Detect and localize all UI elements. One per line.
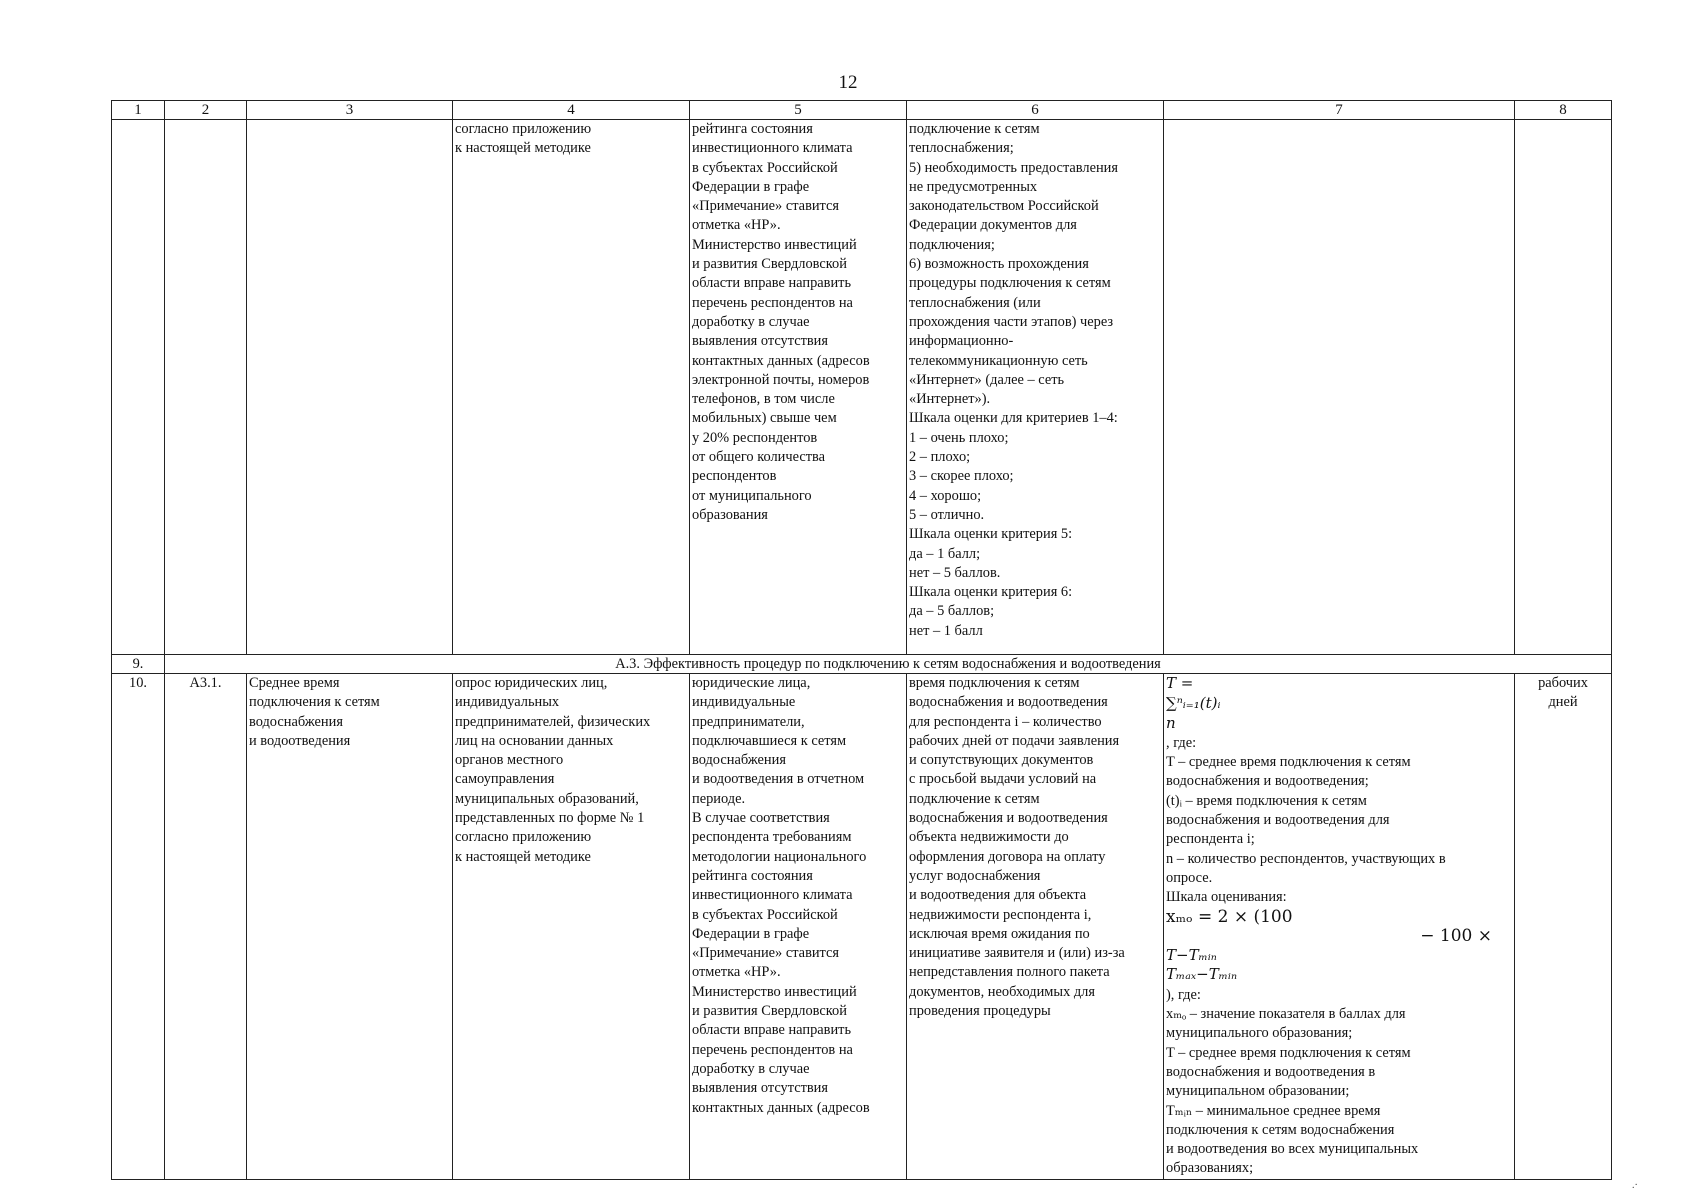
table-row-continued xyxy=(112,120,1612,655)
table-row-indicator xyxy=(112,674,1612,1180)
formula-fraction xyxy=(1166,946,1512,985)
table-row-section xyxy=(112,655,1612,674)
formula-legend: T – среднее время подключения к сетям водоснабжения и водоотведения; (t)ᵢ – время подключения к сетям водоснабжения и водоотведения для респондента i; n – количество респондентов, участвующих в опросе. Шкала оценивания: xyxy=(1166,754,1446,906)
indicator-code: А3.1. xyxy=(165,674,247,1180)
cell-indicator-empty xyxy=(247,120,453,655)
formula-tail: , где: xyxy=(1166,734,1197,751)
score-formula-fraction-line xyxy=(1166,946,1512,1005)
formula-denominator: n xyxy=(1166,713,1176,732)
section-title: А.3. Эффективность процедур по подключению к сетям водоснабжения и водоотведения xyxy=(165,655,1612,674)
column-header: 4 xyxy=(453,101,690,120)
column-header: 8 xyxy=(1515,101,1612,120)
score-formula-line2: − 100 × xyxy=(1420,925,1492,946)
cell-data-source: опрос юридических лиц, индивидуальных предпринимателей, физических лиц на основании данных органов местного самоуправления муниципальных образований, представленных по форме № 1 согласно приложению к настоящей методике xyxy=(453,674,690,1180)
scan-mark: .· xyxy=(1632,1180,1638,1191)
column-number-row xyxy=(112,101,1612,120)
cell-unit-empty xyxy=(1515,120,1612,655)
unit-of-measure: рабочих дней xyxy=(1515,674,1612,1180)
column-header: 5 xyxy=(690,101,907,120)
cell-respondents: рейтинга состояния инвестиционного климата в субъектах Российской Федерации в графе «Примечание» ставится отметка «НР». Министерство инвестиций и развития Свердловской области вправе направить перечень респондентов на доработку в случае выявления отсутствия контактных данных (адресов электронной почты, номеров телефонов, в том числе мобильных) свыше чем у 20% респондентов от общего количества респондентов от муниципального образования xyxy=(690,120,907,655)
column-header: 6 xyxy=(907,101,1164,120)
row-number: 10. xyxy=(112,674,165,1180)
cell-description: время подключения к сетям водоснабжения и водоотведения для респондента i – количество рабочих дней от подачи заявления и сопутствующих документов с просьбой выдачи условий на подключение к сетям водоснабжения и водоотведения объекта недвижимости до оформления договора на оплату услуг водоснабжения и водоотведения для объекта недвижимости респондента i, исключая время ожидания по инициативе заявителя и (или) из-за непредставления полного пакета документов, необходимых для проведения процедуры xyxy=(907,674,1164,1180)
indicator-name: Среднее время подключения к сетям водоснабжения и водоотведения xyxy=(247,674,453,1180)
average-time-formula xyxy=(1166,674,1512,753)
cell-formula xyxy=(1164,674,1515,1180)
score-formula-line1: xₘₒ = 2 × (100 xyxy=(1166,906,1293,927)
cell-respondents: юридические лица, индивидуальные предприниматели, подключавшиеся к сетям водоснабжения и водоотведения в отчетном периоде. В случае соответствия респондента требованиям методологии национального рейтинга состояния инвестиционного климата в субъектах Российской Федерации в графе «Примечание» ставится отметка «НР». Министерство инвестиций и развития Свердловской области вправе направить перечень респондентов на доработку в случае выявления отсутствия контактных данных (адресов xyxy=(690,674,907,1180)
score-legend: xₘₒ – значение показателя в баллах для муниципального образования; T – среднее время подключения к сетям водоснабжения и водоотведения в муниципальном образовании; Tₘᵢₙ – минимальное среднее время подключения к сетям водоснабжения и водоотведения во всех муниципальных образованиях; xyxy=(1166,1006,1419,1177)
column-header: 1 xyxy=(112,101,165,120)
cell-description: подключение к сетям теплоснабжения; 5) необходимость предоставления не предусмотренных законодательством Российской Федерации документов для подключения; 6) возможность прохождения процедуры подключения к сетям теплоснабжения (или прохождения части этапов) через информационно- телекоммуникационную сеть «Интернет» (далее – сеть «Интернет»). Шкала оценки для критериев 1–4: 1 – очень плохо; 2 – плохо; 3 – скорее плохо; 4 – хорошо; 5 – отлично. Шкала оценки критерия 5: да – 1 балл; нет – 5 баллов. Шкала оценки критерия 6: да – 5 баллов; нет – 1 балл xyxy=(907,120,1164,655)
formula-lhs: T = xyxy=(1166,674,1194,692)
row-number: 9. xyxy=(112,655,165,674)
formula-fraction xyxy=(1166,694,1512,733)
cell-formula-empty xyxy=(1164,120,1515,655)
formula-denominator: Tₘₐₓ−Tₘᵢₙ xyxy=(1166,965,1238,984)
cell-code-empty xyxy=(165,120,247,655)
column-header: 2 xyxy=(165,101,247,120)
column-header: 7 xyxy=(1164,101,1515,120)
methodology-table xyxy=(111,100,1612,1180)
page-number: 12 xyxy=(838,72,858,93)
formula-tail: ), где: xyxy=(1166,986,1201,1003)
column-header: 3 xyxy=(247,101,453,120)
formula-numerator: ∑ⁿᵢ₌₁(t)ᵢ xyxy=(1166,694,1221,713)
cell-number-empty xyxy=(112,120,165,655)
formula-numerator: T−Tₘᵢₙ xyxy=(1166,946,1217,965)
cell-data-source: согласно приложению к настоящей методике xyxy=(453,120,690,655)
